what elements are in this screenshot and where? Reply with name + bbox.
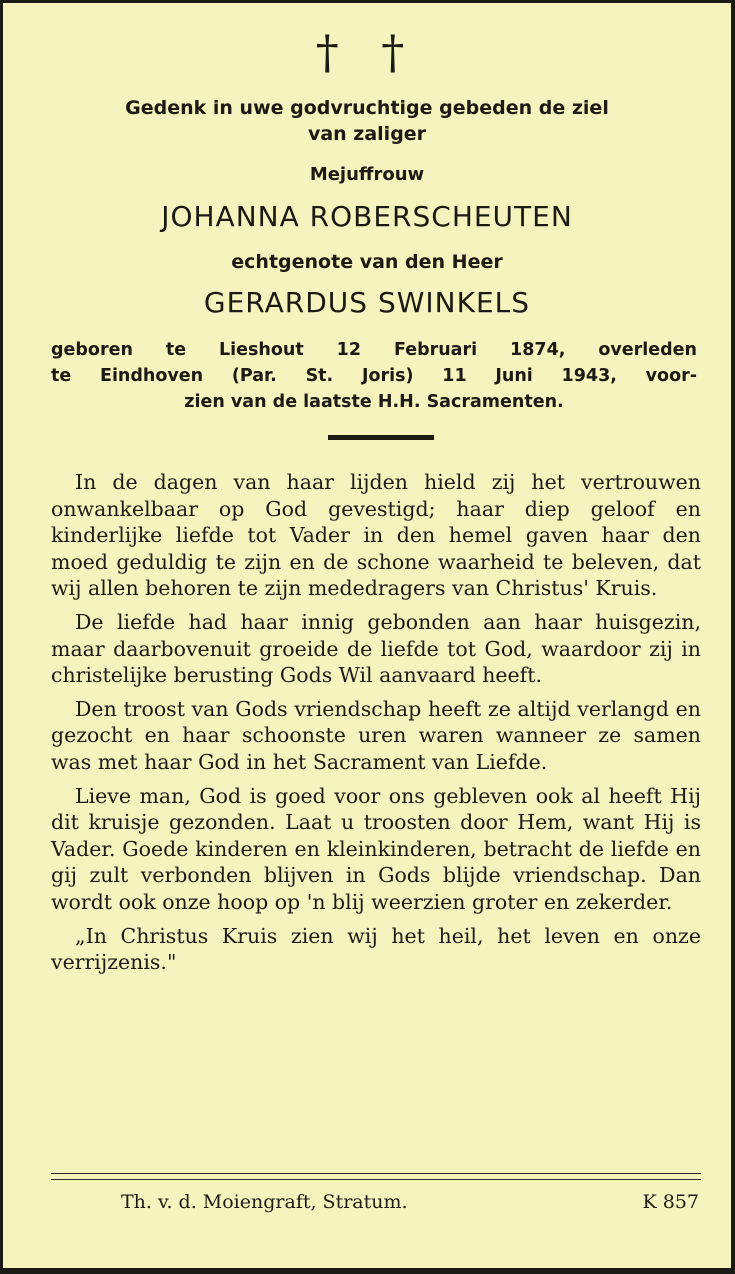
honorific-title: Mejuffrouw xyxy=(309,164,425,185)
paragraph-1: In de dagen van haar lijden hield zij het vertrouwen onwankelbaar op God gevestigd; haar diep geloof en kinderlijke liefde tot Vader in den hemel gaven haar den moed geduldig te zijn en de schone waarheid te beleven, dat wij allen behoren te zijn mededragers van Christus' Kruis. xyxy=(51,470,701,601)
paragraph-5: „In Christus Kruis zien wij het heil, het leven en onze verrijzenis." xyxy=(51,923,701,975)
paragraph-4: Lieve man, God is goed voor ons gebleven ook al heeft Hij dit kruisje gezonden. Laat u troosten door Hem, want Hij is Vader. Goede kinderen en kleinkinderen, betracht de liefde en gij zult verbonden blijven in Gods blijde vriendschap. Dan wordt ook onze hoop op 'n blij weerzien groter en zekerder. xyxy=(51,783,701,914)
footer-rule-bottom xyxy=(51,1179,701,1180)
birth-line-1: geboren te Lieshout 12 Februari 1874, overleden xyxy=(51,340,697,360)
card-code: K 857 xyxy=(642,1191,699,1213)
deceased-name: JOHANNA ROBERSCHEUTEN xyxy=(161,200,573,233)
spouse-name: GERARDUS SWINKELS xyxy=(203,286,531,319)
intro-text xyxy=(43,95,691,147)
spouse-intro: echtgenote van den Heer xyxy=(231,251,503,273)
birth-line-3: zien van de laatste H.H. Sacramenten. xyxy=(184,392,564,412)
intro-line-2: van zaliger xyxy=(307,123,427,145)
paragraph-3: Den troost van Gods vriendschap heeft ze altijd verlangd en gezocht en haar schoonste uren waren wanneer ze samen was met haar God in het Sacrament van Liefde. xyxy=(51,696,701,774)
paragraph-2: De liefde had haar innig gebonden aan haar huisgezin, maar daarbovenuit groeide de liefde tot God, waardoor zij in christelijke berusting Gods Wil aanvaard heeft. xyxy=(51,609,701,688)
footer-rule-top xyxy=(51,1173,701,1174)
birth-line-2: te Eindhoven (Par. St. Joris) 11 Juni 1943, voor- xyxy=(51,366,697,386)
double-cross-icon: † † xyxy=(315,25,419,79)
printer-name: Th. v. d. Moiengraft, Stratum. xyxy=(121,1191,408,1213)
birth-death-details xyxy=(51,337,697,415)
intro-line-1: Gedenk in uwe godvruchtige gebeden de ziel xyxy=(125,97,609,119)
divider-bar xyxy=(328,435,434,440)
memorial-text xyxy=(51,469,701,983)
